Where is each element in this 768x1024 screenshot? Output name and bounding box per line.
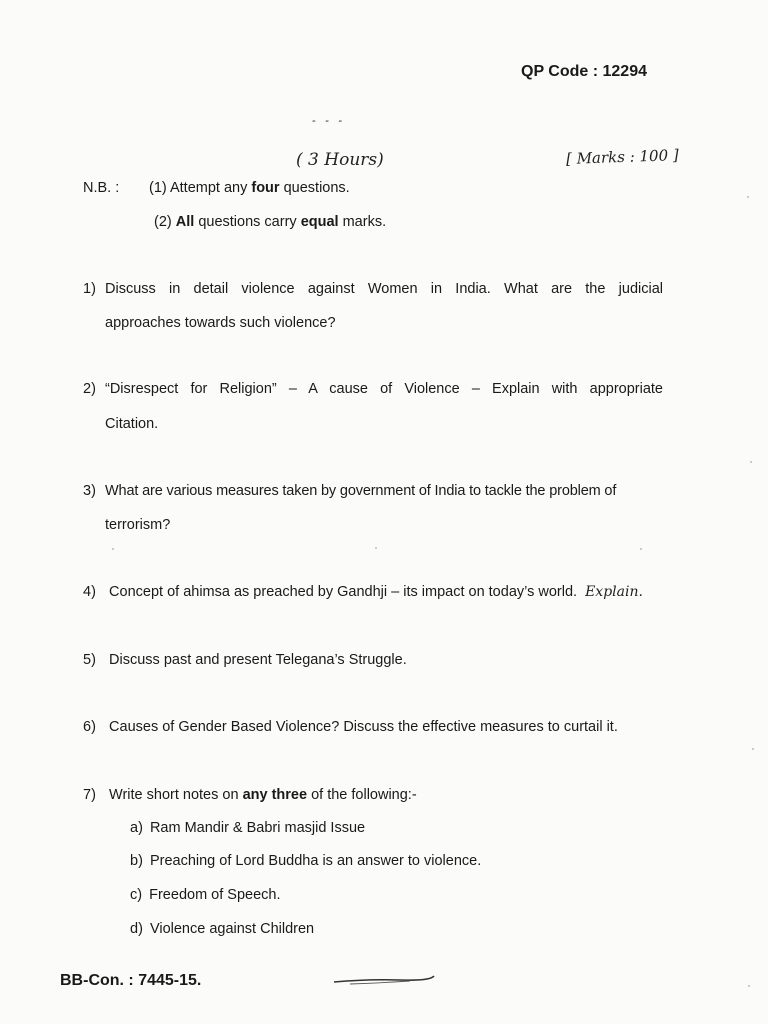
question-1-line-1: Discuss in detail violence against Women in India. What are the judicial (105, 281, 663, 297)
nb-instruction-1 (149, 180, 350, 196)
sub-item-c-label: c) (130, 887, 143, 903)
sub-item-b-text: Preaching of Lord Buddha is an answer to violence. (149, 853, 482, 869)
nb-item-1-text-pre: Attempt any (169, 180, 248, 196)
question-1-number: 1) (83, 281, 96, 297)
sub-item-d (130, 921, 314, 937)
question-6 (83, 719, 618, 735)
question-5 (83, 652, 407, 668)
scan-speck (752, 748, 754, 750)
nb-item-2-text-post: marks. (342, 214, 387, 230)
question-6-number: 6) (83, 719, 96, 735)
sub-item-c-text: Freedom of Speech. (149, 887, 281, 903)
nb-item-2-text-mid: questions carry (198, 214, 297, 230)
nb-instruction-2 (154, 214, 386, 230)
handwritten-dash-stroke (330, 972, 440, 988)
nb-item-1-text-post: questions. (283, 180, 350, 196)
question-5-line-1: Discuss past and present Telegana’s Struggle. (109, 652, 407, 668)
question-2-line-1: “Disrespect for Religion” – A cause of Violence – Explain with appropriate (105, 381, 663, 397)
question-5-number: 5) (83, 652, 96, 668)
marks-handwritten: [ Marks : 100 ] (565, 146, 680, 168)
scan-speck (112, 548, 114, 550)
question-4 (83, 584, 643, 600)
scan-speck (750, 461, 752, 463)
nb-item-2-number: (2) (154, 214, 172, 230)
question-2-number: 2) (83, 381, 96, 397)
question-3-number: 3) (83, 483, 96, 499)
question-7-bold: any three (242, 787, 308, 803)
nb-item-1-number: (1) (149, 180, 167, 196)
handwritten-scribble: - - - (312, 114, 346, 127)
question-3-line-1: What are various measures taken by government of India to tackle the problem of (105, 483, 617, 499)
scan-speck (748, 985, 750, 987)
sub-item-a (130, 820, 365, 836)
question-7 (83, 787, 417, 803)
scan-speck (747, 196, 749, 198)
scan-speck (640, 548, 642, 550)
question-7-text-pre: Write short notes on (109, 787, 239, 803)
sub-item-d-text: Violence against Children (149, 921, 315, 937)
question-1-line-2: approaches towards such violence? (105, 315, 336, 331)
question-2-line-2: Citation. (105, 416, 159, 432)
sub-item-b-label: b) (130, 853, 143, 869)
question-1 (83, 281, 663, 297)
nb-item-2-bold-2: equal (300, 214, 339, 230)
duration-handwritten: ( 3 Hours) (296, 150, 384, 170)
question-4-line-1: Concept of ahimsa as preached by Gandhji – its impact on today’s world. (109, 584, 578, 600)
sub-item-d-label: d) (130, 921, 143, 937)
sub-item-b (130, 853, 481, 869)
sub-item-a-text: Ram Mandir & Babri masjid Issue (149, 820, 366, 836)
question-2 (83, 381, 663, 397)
question-4-handwritten-note: Explain. (585, 584, 643, 600)
question-7-text-post: of the following:- (311, 787, 417, 803)
qp-code: QP Code : 12294 (521, 63, 647, 80)
sub-item-a-label: a) (130, 820, 143, 836)
question-3-line-2: terrorism? (105, 517, 171, 533)
question-7-number: 7) (83, 787, 96, 803)
question-4-number: 4) (83, 584, 96, 600)
question-6-line-1: Causes of Gender Based Violence? Discuss the effective measures to curtail it. (109, 719, 618, 735)
footer-code: BB-Con. : 7445-15. (60, 972, 202, 989)
question-3 (83, 483, 663, 499)
sub-item-c (130, 887, 281, 903)
nb-label: N.B. : (83, 180, 120, 196)
scan-speck (375, 547, 377, 549)
nb-item-1-bold: four (251, 180, 280, 196)
nb-item-2-bold-1: All (175, 214, 195, 230)
